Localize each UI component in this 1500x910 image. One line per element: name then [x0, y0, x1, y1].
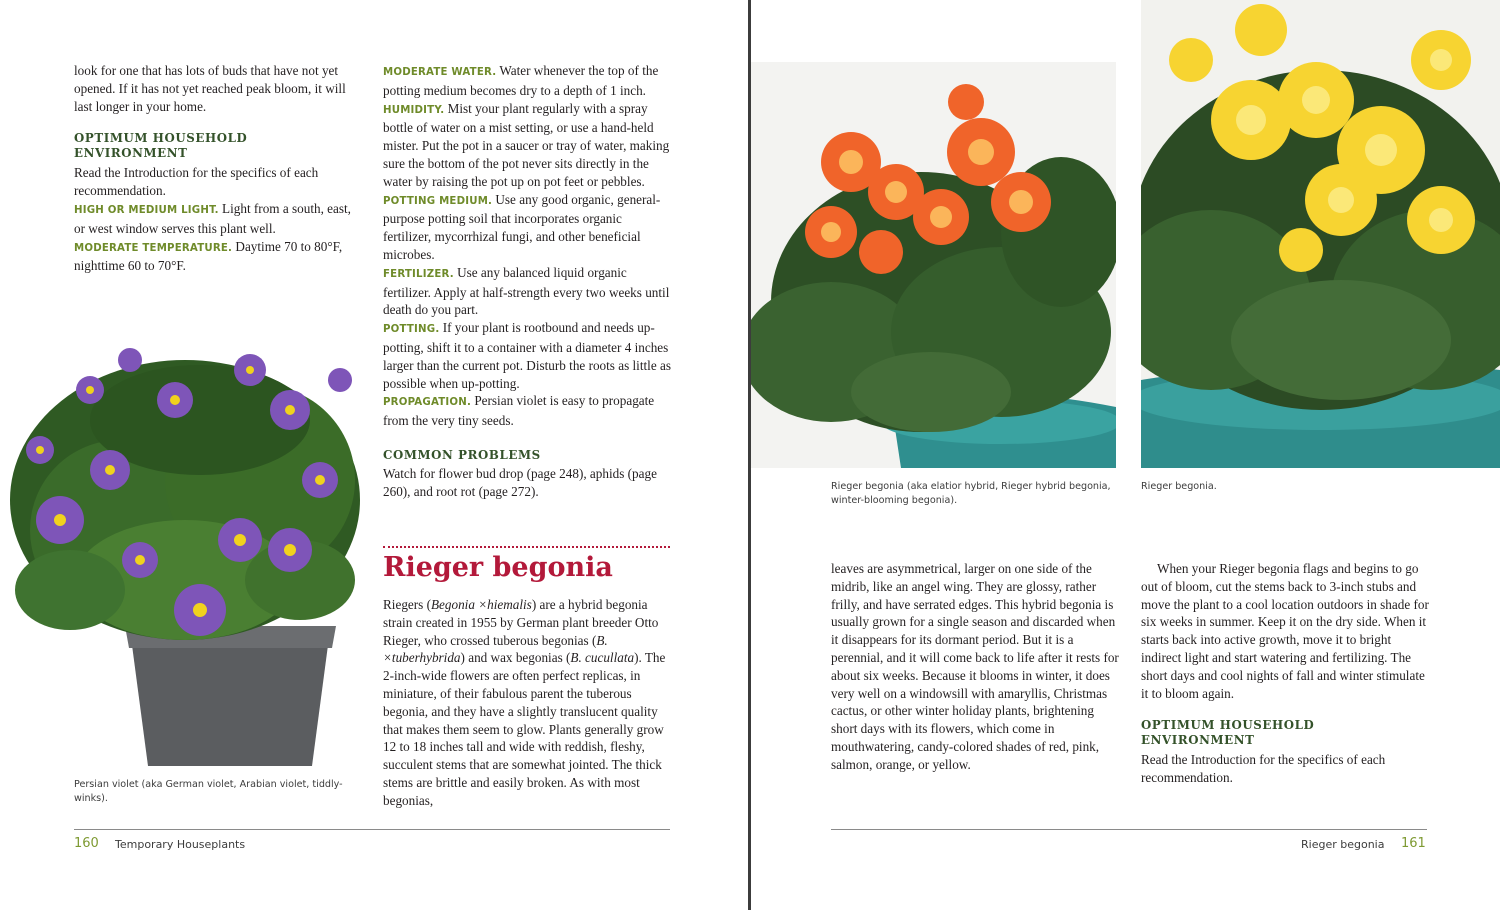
temp-text: Daytime 70 to 80°F, nighttime 60 to 70°F. [74, 238, 343, 274]
rieger-text-c: ) and wax begonias ( [460, 650, 571, 666]
light-text: Light from a south, east, or west window serves this plant well. [74, 200, 351, 236]
propagation-text: Persian violet is easy to propagate from the very tiny seeds. [383, 393, 655, 429]
potting-text: If your plant is rootbound and needs up-potting, shift it to a container with a diameter 4 inches larger than the current pot. Disturb the roots as little as possible when up-potting. [383, 320, 671, 391]
fertilizer-label: FERTILIZER. [383, 268, 454, 280]
potting-medium-label: POTTING MEDIUM. [383, 195, 493, 207]
persian-violet-photo [0, 330, 362, 770]
water-label: MODERATE WATER. [383, 67, 497, 78]
running-footer: Temporary Houseplants [115, 838, 246, 851]
page-number: 160 [74, 836, 99, 851]
orange-begonia-photo [751, 62, 1116, 468]
persian-violet-caption: Persian violet (aka German violet, Arabian violet, tiddly-winks). [74, 779, 343, 804]
persian-violet-illustration [0, 330, 362, 770]
temp-paragraph [74, 238, 364, 276]
potting-medium-paragraph [383, 191, 671, 264]
right-page-number: 161 [1401, 836, 1426, 851]
yellow-begonia-photo [1141, 0, 1500, 468]
footer-rule [74, 829, 670, 830]
propagation-label: PROPAGATION. [383, 397, 472, 409]
water-paragraph [383, 62, 671, 100]
left-page [0, 0, 748, 910]
problems-heading: COMMON PROBLEMS [383, 447, 541, 462]
yellow-begonia-caption: Rieger begonia. [1141, 481, 1217, 492]
botanical-name: Begonia ×hiemalis [430, 597, 532, 612]
env-heading: OPTIMUM HOUSEHOLD ENVIRONMENT [74, 131, 248, 160]
right-footer-rule [831, 829, 1427, 830]
light-paragraph [74, 200, 364, 238]
orange-begonia-illustration [751, 62, 1116, 468]
rieger-text-d: ). The 2-inch-wide flowers are often perfect replicas, in miniature, of their fabulous parent the tuberous begonia, and they have a slightly translucent quality that makes them seem to glow. Plants generally grow 12 to 18 inches tall and wide with reddish, fleshy, succulent stems that are somewhat jointed. The thick stems are brittle and easily broken. As with most begonias, [383, 650, 666, 808]
water-text: Water whenever the top of the potting medium becomes dry to a depth of 1 inch. [383, 63, 659, 98]
humidity-text: Mist your plant regularly with a spray bottle of water on a mist setting, or use a hand-held mister. Put the pot in a saucer or tray of water, making sure the bottom of the pot never sits directly in the water by raising the pot up on pot feet or pebbles. [383, 100, 670, 189]
propagation-paragraph [383, 392, 671, 430]
left-col2-text [383, 62, 671, 501]
potting-label: POTTING. [383, 324, 440, 336]
wax-botanical-name: B. cucullata [570, 650, 635, 666]
right-env-heading: OPTIMUM HOUSEHOLD ENVIRONMENT [1141, 718, 1315, 747]
rieger-text-b: ) are a hybrid begonia strain created in 1955 by German plant breeder Otto Rieger, who crossed tuberous begonias ( [383, 597, 659, 648]
fertilizer-paragraph [383, 264, 671, 319]
section-divider [383, 546, 670, 548]
right-running-footer: Rieger begonia [1301, 838, 1385, 851]
left-col1-text [74, 62, 364, 275]
right-env-intro: Read the Introduction for the specifics of each recommendation. [1141, 752, 1386, 786]
temp-label: MODERATE TEMPERATURE. [74, 242, 233, 254]
light-label: HIGH OR MEDIUM LIGHT. [74, 204, 219, 216]
yellow-begonia-illustration [1141, 0, 1500, 468]
humidity-label: HUMIDITY. [383, 104, 445, 116]
problems-text: Watch for flower bud drop (page 248), aphids (page 260), and root rot (page 272). [383, 466, 657, 500]
right-page [751, 0, 1500, 910]
potting-medium-text: Use any good organic, general-purpose potting soil that incorporates organic fertilizer, mycorrhizal fungi, and other beneficial microbes. [383, 191, 661, 262]
orange-begonia-caption: Rieger begonia (aka elatior hybrid, Rieger hybrid begonia, winter-blooming begonia). [831, 481, 1111, 506]
tuberous-botanical-name: B. ×tuberhybrida [383, 632, 608, 666]
right-col2-text [1141, 560, 1431, 787]
rieger-text-a: Riegers ( [383, 597, 431, 612]
intro-paragraph: look for one that has lots of buds that have not yet opened. If it has not yet reached peak bloom, it will last longer in your home. [74, 63, 346, 114]
potting-paragraph [383, 319, 671, 392]
fertilizer-text: Use any balanced liquid organic fertilizer. Apply at half-strength every two weeks until death do you part. [383, 264, 670, 318]
env-intro: Read the Introduction for the specifics of each recommendation. [74, 165, 319, 199]
rieger-intro-text [383, 596, 671, 810]
section-title: Rieger begonia [383, 552, 613, 583]
rieger-paragraph [383, 596, 671, 810]
right-col1-text [831, 560, 1121, 774]
right-col2-paragraph: When your Rieger begonia flags and begins to go out of bloom, cut the stems back to 3-inch stubs and move the plant to a cool location outdoors in shade for six weeks in summer. Keep it on the dry side. When it starts back into active growth, move it to bright indirect light and start watering and fertilizing. The short days and cool nights of fall and winter stimulate it to bloom again. [1141, 561, 1429, 701]
humidity-paragraph [383, 100, 671, 191]
right-col1-paragraph: leaves are asymmetrical, larger on one side of the midrib, like an angel wing. They are glossy, rather frilly, and have serrated edges. This hybrid begonia is usually grown for a single season and discarded when it disappears for its dormant period. But it is a perennial, and it will come back to life after it rests for about six weeks. Because it blooms in winter, it does very well on a windowsill with amaryllis, Christmas cactus, or other winter holiday plants, brightening short days with its flowers, which come in mouthwatering, candy-colored shades of red, pink, salmon, orange, or yellow. [831, 561, 1119, 772]
